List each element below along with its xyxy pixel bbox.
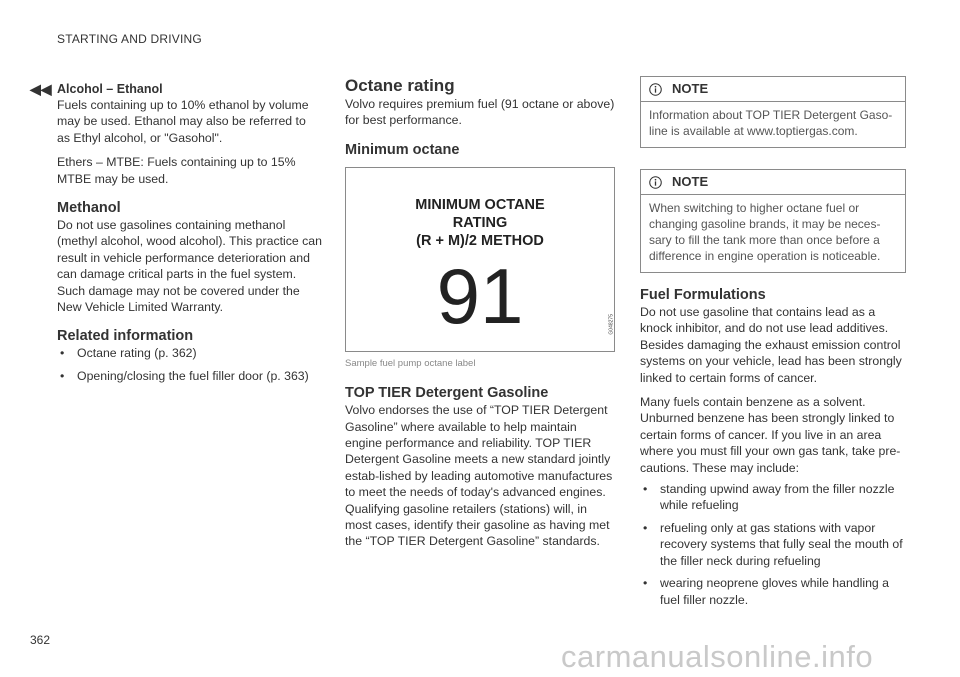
alcohol-heading: Alcohol – Ethanol <box>57 82 163 96</box>
benzene-text: Many fuels contain benzene as a solvent. Unburned benzene has been strongly linked to certain forms of cancer. If you live in an area where you must fill your own gas tank, take pre-cautions. These may include: <box>640 395 901 475</box>
toptier-text: Volvo endorses the use of “TOP TIER Detergent Gasoline” where available to help maintain engine performance and reliability. TOP TIER Detergent Gasoline meets a new standard jointly estab-lished by leading automotive manufactures to meet the needs of today's advanced engines. Qualifying gasoline retailers (stations) will, in most cases, identify their gasoline as having met the “TOP TIER Detergent Gasoline” standards. <box>345 403 613 549</box>
octane-label-figure <box>345 167 615 352</box>
list-item: • wearing neoprene gloves while handling a fuel filler nozzle. <box>640 575 906 608</box>
related-list <box>57 345 322 384</box>
figure-caption: Sample fuel pump octane label <box>345 357 476 369</box>
alcohol-text: Fuels containing up to 10% ethanol by volume may be used. Ethanol may also be referred to as Ethyl alcohol, or "Gasohol". <box>57 98 309 145</box>
octane-text: Volvo requires premium fuel (91 octane or above) for best performance. <box>345 97 615 128</box>
note-text: Information about TOP TIER Detergent Gaso-line is available at www.toptiergas.com. <box>649 108 893 138</box>
note-title: NOTE <box>672 173 709 189</box>
minimum-octane-heading: Minimum octane <box>345 141 460 158</box>
info-icon <box>649 176 662 189</box>
fuel-formulations-heading: Fuel Formulations <box>640 287 766 303</box>
figure-title-line-3: (R + M)/2 METHOD <box>416 232 544 249</box>
page-number: 362 <box>30 633 51 647</box>
back-icon[interactable]: ◀◀ <box>30 81 52 97</box>
ethers-text: Ethers – MTBE: Fuels containing up to 15% MTBE may be used. <box>57 155 296 186</box>
note-box-1 <box>640 76 906 148</box>
info-icon <box>649 83 662 96</box>
related-link-octane[interactable]: • Octane rating (p. 362) <box>57 345 322 361</box>
figure-title <box>346 196 614 250</box>
note-box-2 <box>640 169 906 273</box>
related-link-fuel-door[interactable]: • Opening/closing the fuel filler door (p. 363) <box>57 368 322 384</box>
note-title: NOTE <box>672 80 709 96</box>
note-text: When switching to higher octane fuel or changing gasoline brands, it may be neces-sary to fill the tank more than once before a difference in engine operation is noticeable. <box>649 201 881 263</box>
methanol-text: Do not use gasolines containing methanol (methyl alcohol, wood alcohol). This practice can result in vehicle performance deterioration and can damage critical parts in the fuel system. Such damage may not be covered under the New Vehicle Limited Warranty. <box>57 218 322 315</box>
note-header <box>641 77 905 102</box>
column-2 <box>345 76 615 550</box>
list-item: • standing upwind away from the filler nozzle while refueling <box>640 481 906 514</box>
octane-heading: Octane rating <box>345 76 455 95</box>
figure-octane-value: 91 <box>436 251 524 340</box>
list-item: • refueling only at gas stations with vapor recovery systems that fully seal the mouth of the filler neck during refueling <box>640 520 906 569</box>
section-header: STARTING AND DRIVING <box>57 32 202 46</box>
column-1 <box>57 76 322 390</box>
methanol-heading: Methanol <box>57 200 121 217</box>
fuel-formulations-text: Do not use gasoline that contains lead as a knock inhibitor, and do not use lead additives. Besides damaging the exhaust emission control systems on your vehicle, lead has been strongly linked to certain forms of cancer. <box>640 305 902 385</box>
watermark: carmanualsonline.info <box>561 639 874 674</box>
related-heading: Related information <box>57 328 194 345</box>
figure-code: G048275 <box>609 313 615 335</box>
figure-title-line-1: MINIMUM OCTANE <box>415 196 545 213</box>
precautions-list <box>640 481 906 608</box>
figure-title-line-2: RATING <box>452 214 508 231</box>
note-header <box>641 170 905 195</box>
column-3 <box>640 76 906 614</box>
toptier-heading: TOP TIER Detergent Gasoline <box>345 385 549 402</box>
